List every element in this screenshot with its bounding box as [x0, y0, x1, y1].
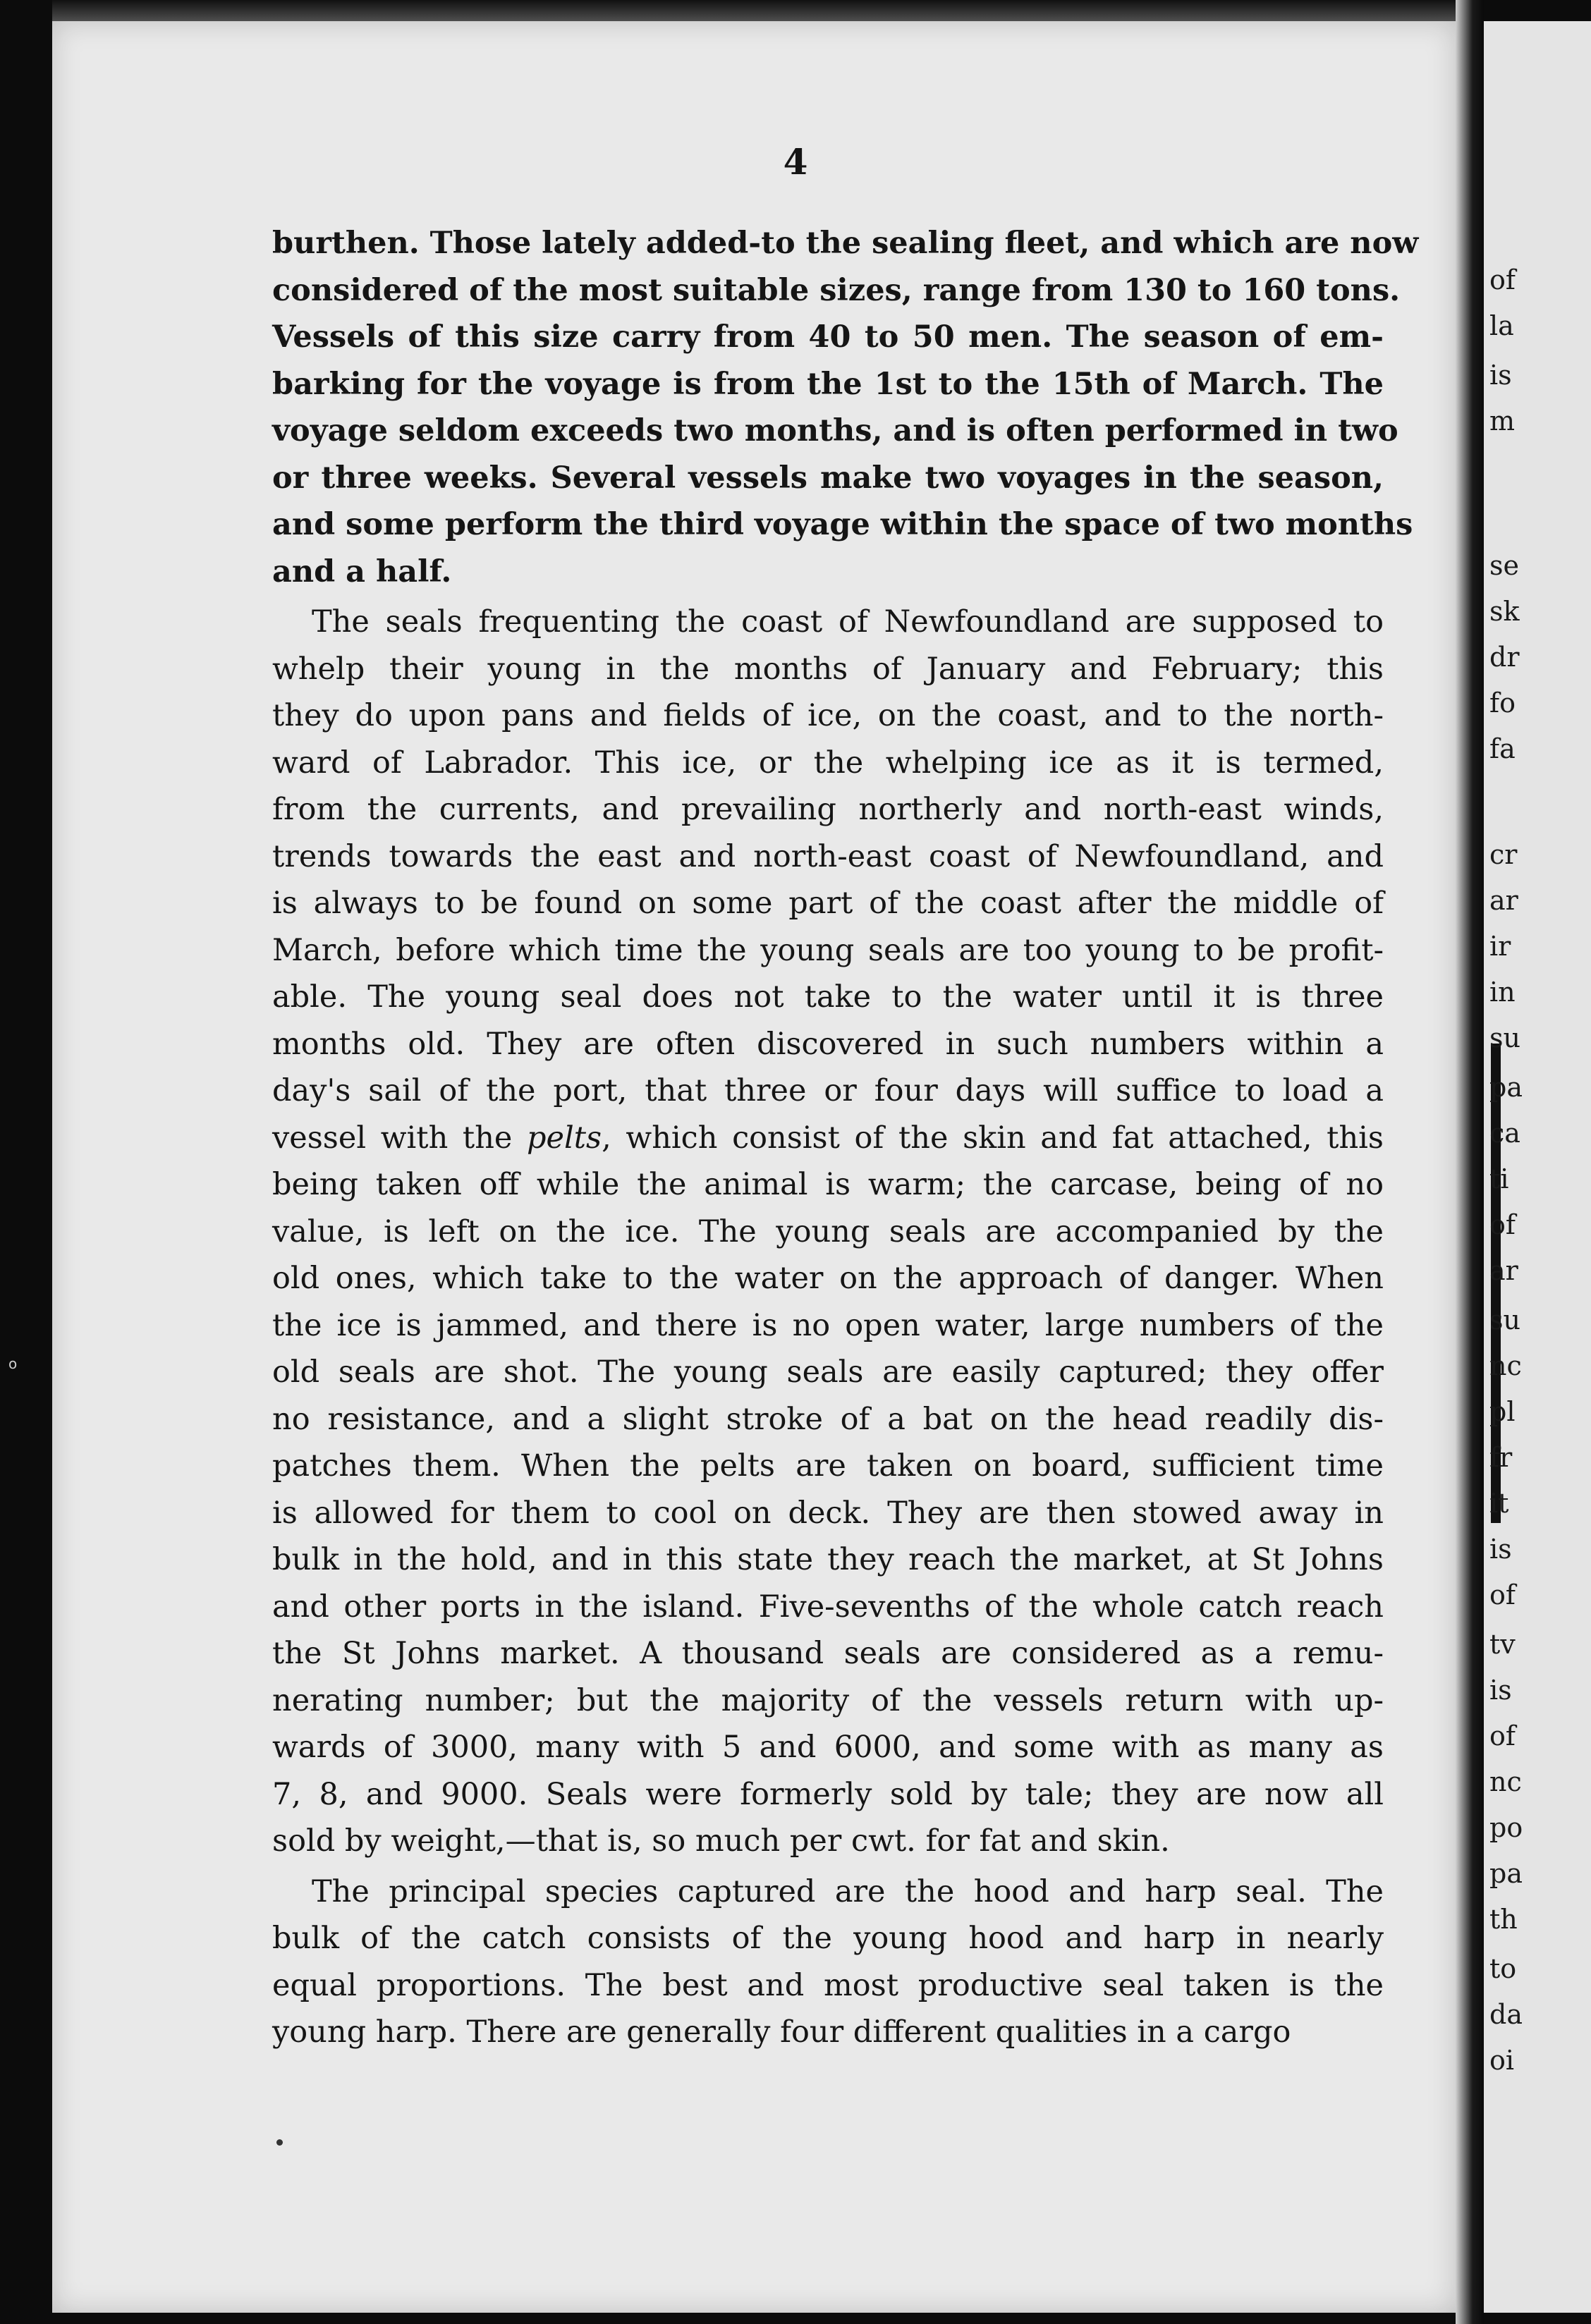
text-line: and some perform the third voyage within the space of two months	[272, 507, 1413, 542]
text-line: young harp. There are generally four different qualities in a cargo	[272, 2014, 1291, 2050]
facing-text-fragment: ti	[1489, 1163, 1509, 1194]
facing-text-fragment: pl	[1489, 1396, 1516, 1427]
margin-mark: o	[8, 1355, 18, 1372]
text-line: ward of Labrador. This ice, or the whelping ice as it is termed,	[272, 745, 1384, 781]
facing-text-fragment: is	[1489, 360, 1512, 391]
facing-text-fragment: su	[1489, 1304, 1520, 1335]
text-line: wards of 3000, many with 5 and 6000, and some with as many as	[272, 1730, 1384, 1765]
text-line: patches them. When the pelts are taken on board, sufficient time	[272, 1448, 1384, 1484]
text-line: months old. They are often discovered in such numbers within a	[272, 1026, 1384, 1062]
text-line: March, before which time the young seals are too young to be profit-	[272, 932, 1384, 968]
page-body-text	[272, 220, 1419, 2060]
facing-text-fragment: it	[1489, 1488, 1509, 1519]
text-line: trends towards the east and north-east coast of Newfoundland, and	[272, 838, 1384, 874]
facing-text-fragment: of	[1489, 1720, 1516, 1751]
text-line: day's sail of the port, that three or four days will suffice to load a	[272, 1073, 1384, 1108]
facing-text-fragment: sk	[1489, 596, 1520, 627]
facing-text-fragment: of	[1489, 1579, 1516, 1610]
facing-text-fragment: da	[1489, 1999, 1523, 2030]
facing-text-fragment: dr	[1489, 642, 1520, 673]
text-line: able. The young seal does not take to the water until it is three	[272, 979, 1384, 1015]
facing-text-fragment: fa	[1489, 733, 1516, 764]
text-line: The principal species captured are the hood and harp seal. The	[312, 1873, 1384, 1909]
facing-text-fragment: se	[1489, 550, 1519, 581]
text-line: bulk of the catch consists of the young hood and harp in nearly	[272, 1921, 1384, 1956]
facing-text-fragment: pa	[1489, 1858, 1523, 1889]
facing-text-fragment: of	[1489, 1209, 1516, 1240]
paragraph	[272, 1869, 1384, 2056]
text-line: the St Johns market. A thousand seals are considered as a remu-	[272, 1636, 1384, 1671]
facing-text-fragment: is	[1489, 1534, 1512, 1565]
paragraph	[272, 599, 1384, 1865]
facing-text-fragment: ir	[1489, 931, 1511, 962]
facing-text-fragment: pa	[1489, 1072, 1523, 1103]
book-gutter	[1456, 0, 1484, 2324]
text-line: old ones, which take to the water on the approach of danger. When	[272, 1261, 1384, 1296]
text-line: 7, 8, and 9000. Seals were formerly sold by tale; they are now all	[272, 1776, 1384, 1812]
facing-text-fragment: is	[1489, 1675, 1512, 1706]
facing-text-fragment: m	[1489, 405, 1516, 436]
facing-page-strip	[1484, 21, 1591, 2313]
facing-text-fragment: fr	[1489, 1442, 1513, 1473]
text-line: no resistance, and a slight stroke of a bat on the head readily dis-	[272, 1401, 1384, 1437]
text-line: from the currents, and prevailing northerly and north-east winds,	[272, 792, 1384, 827]
facing-text-fragment: ar	[1489, 885, 1518, 916]
facing-text-fragment: nc	[1489, 1350, 1522, 1381]
paragraph	[272, 220, 1419, 595]
text-line: burthen. Those lately added-to the sealing fleet, and which are now	[272, 226, 1419, 261]
text-line: and a half.	[272, 554, 452, 589]
text-line: is always to be found on some part of the coast after the middle of	[272, 886, 1384, 921]
text-line: considered of the most suitable sizes, range from 130 to 160 tons.	[272, 272, 1401, 308]
page-number: 4	[783, 141, 808, 183]
facing-text-fragment: ca	[1489, 1118, 1520, 1149]
facing-text-fragment: po	[1489, 1812, 1523, 1843]
text-line: voyage seldom exceeds two months, and is often performed in two	[272, 413, 1398, 448]
facing-text-fragment: oi	[1489, 2045, 1515, 2076]
text-line: the ice is jammed, and there is no open water, large numbers of the	[272, 1307, 1384, 1343]
text-line: barking for the voyage is from the 1st to the 15th of March. The	[272, 366, 1384, 402]
text-line: vessel with the pelts, which consist of the skin and fat attached, this	[272, 1120, 1384, 1156]
facing-text-fragment: in	[1489, 977, 1516, 1008]
facing-text-fragment: tv	[1489, 1629, 1516, 1660]
ink-speck	[276, 2139, 283, 2146]
facing-text-fragment: ar	[1489, 1255, 1518, 1286]
facing-text-fragment: of	[1489, 264, 1516, 295]
facing-text-fragment: nc	[1489, 1766, 1522, 1797]
facing-text-fragment: to	[1489, 1953, 1517, 1984]
text-line: value, is left on the ice. The young seals are accompanied by the	[272, 1213, 1384, 1249]
facing-text-fragment: su	[1489, 1022, 1520, 1053]
text-line: sold by weight,—that is, so much per cwt. for fat and skin.	[272, 1823, 1170, 1859]
text-line: they do upon pans and fields of ice, on the coast, and to the north-	[272, 698, 1384, 733]
text-line: nerating number; but the majority of the vessels return with up-	[272, 1682, 1384, 1718]
text-line: or three weeks. Several vessels make two voyages in the season,	[272, 460, 1384, 496]
text-line: old seals are shot. The young seals are easily captured; they offer	[272, 1354, 1384, 1390]
facing-text-fragment: la	[1489, 310, 1514, 341]
emphasized-word: pelts	[526, 1120, 602, 1156]
text-line: Vessels of this size carry from 40 to 50 men. The season of em-	[272, 319, 1384, 355]
facing-text-fragment: cr	[1489, 839, 1518, 870]
text-line: equal proportions. The best and most productive seal taken is the	[272, 1967, 1384, 2003]
text-line: and other ports in the island. Five-sevenths of the whole catch reach	[272, 1589, 1384, 1625]
text-line: whelp their young in the months of January and February; this	[272, 651, 1384, 687]
text-line: being taken off while the animal is warm; the carcase, being of no	[272, 1167, 1384, 1202]
text-line: The seals frequenting the coast of Newfoundland are supposed to	[312, 604, 1384, 640]
text-line: bulk in the hold, and in this state they reach the market, at St Johns	[272, 1542, 1384, 1577]
text-line: is allowed for them to cool on deck. They are then stowed away in	[272, 1495, 1384, 1531]
facing-text-fragment: th	[1489, 1904, 1518, 1935]
facing-text-fragment: fo	[1489, 687, 1516, 718]
